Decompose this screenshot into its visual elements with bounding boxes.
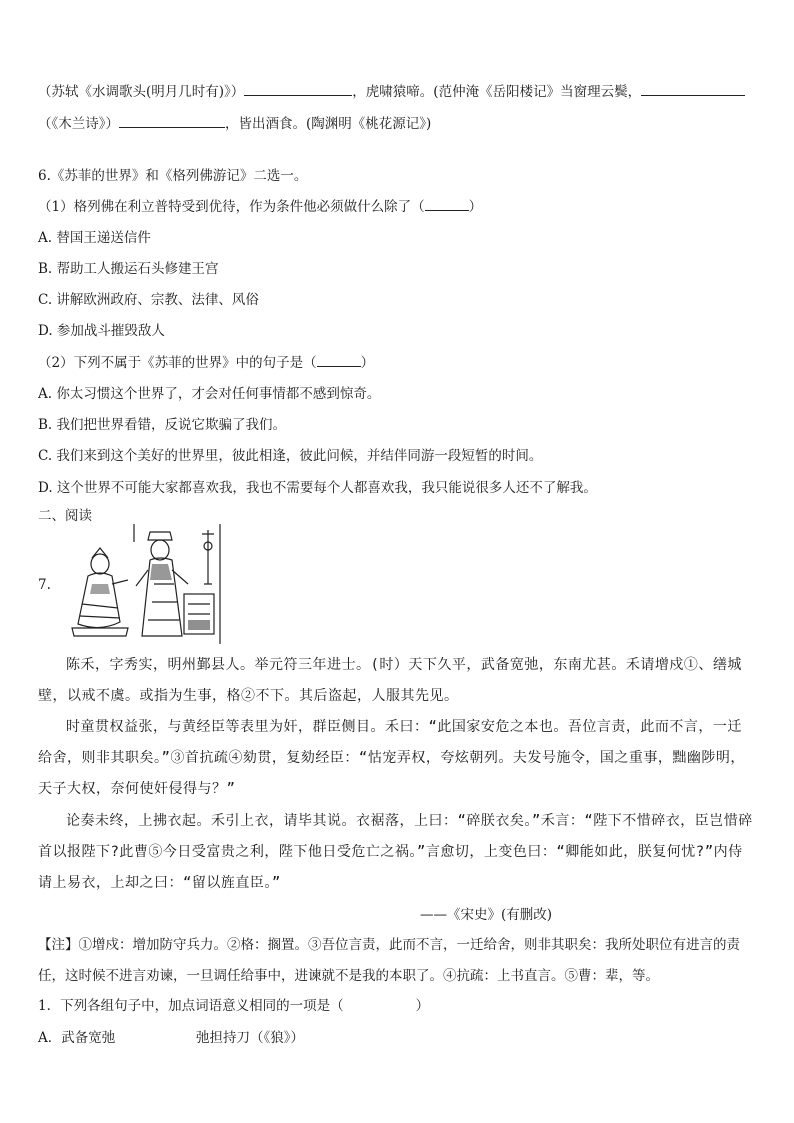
fill-in-source-1: （苏轼《水调歌头(明月几时有)》） [38, 84, 245, 100]
option-a-left: A．武备宽弛 [38, 1030, 116, 1046]
passage-paragraph: 论奏未终，上拂衣起。禾引上衣，请毕其说。衣裾落，上曰：“碎朕衣矣。”禾言：“陛下不惜碎衣，臣岂惜碎首以报陛下?此曹⑤今日受富贵之利，陛下他日受危亡之祸。”言愈切，上变色曰：“卿能如此，朕复何忧?”内侍请上易衣，上却之曰：“留以旌直臣。” [38, 813, 753, 891]
annotation-note: 【注】①增戍：增加防守兵力。②格：搁置。③吾位言责，此而不言，一迁给舍，则非其职矣：我所处职位有进言的责任，这时候不进言劝谏，一旦调任给事中，进谏就不是我的本职了。④抗疏：上书直言。⑤曹：辈，等。 [38, 937, 740, 984]
question-7-number: 7. [38, 577, 51, 593]
option-d: D. 参加战斗摧毁敌人 [38, 323, 165, 339]
question-6-2-stem [38, 352, 756, 373]
fill-in-source-3: （《木兰诗》） [38, 116, 119, 132]
stem-close: ） [468, 199, 483, 215]
question-6-title: 6.《苏菲的世界》和《格列佛游记》二选一。 [38, 168, 308, 184]
passage-paragraph: 陈禾，字秀实，明州鄞县人。举元符三年进士。(时）天下久平，武备宽弛，东南尤甚。禾请增戍①、缮城壁，以戒不虞。或指为生事，格②不下。其后盗起，人服其先见。 [38, 657, 742, 704]
option-c: C. 讲解欧洲政府、宗教、法律、风俗 [38, 292, 259, 308]
stem-close: ） [415, 998, 430, 1014]
option-b: B. 帮助工人搬运石头修建王宫 [38, 261, 219, 277]
option-a-right: 弛担持刀（《狼》） [196, 1030, 304, 1046]
stem-text: （1）格列佛在利立普特受到优待，作为条件他必须做什么除了（ [38, 199, 425, 215]
fill-in-line-1 [38, 80, 756, 102]
answer-blank[interactable] [425, 196, 469, 211]
passage-paragraph: 时童贯权益张，与黄经臣等表里为奸，群臣侧目。禾曰：“此国家安危之本也。吾位言责，此而不言，一迁给舍，则非其职矣。”③首抗疏④劾贯，复劾经臣：“怙宠弄权，夸炫朝列。夫发号施令，国之重事，黜幽陟明，天子大权，奈何使奸侵得与？” [38, 719, 745, 797]
fill-in-line-2 [38, 112, 756, 134]
option-a [38, 1028, 756, 1048]
answer-blank[interactable] [641, 80, 745, 96]
option-d: D. 这个世界不可能大家都喜欢我，我也不需要每个人都喜欢我，我只能说很多人还不了解我。 [38, 480, 597, 496]
stem-text: （2）下列不属于《苏菲的世界》中的句子是（ [38, 355, 317, 371]
option-a: A. 你太习惯这个世界了，才会对任何事情都不感到惊奇。 [38, 386, 381, 402]
question-6-1-stem [38, 196, 756, 217]
answer-blank[interactable] [244, 80, 352, 96]
passage-source: ——《宋史》(有删改) [420, 907, 553, 923]
section-title: 二、阅读 [38, 508, 92, 524]
answer-blank[interactable] [119, 112, 225, 128]
option-c: C. 我们来到这个美好的世界里，彼此相逢，彼此问候，并结伴同游一段短暂的时间。 [38, 448, 543, 464]
fill-in-source-2: ，虎啸猿啼。(范仲淹《岳阳楼记》当窗理云鬓， [352, 84, 642, 100]
stem-text: 1．下列各组句子中，加点词语意义相同的一项是（ [38, 998, 344, 1014]
answer-blank[interactable] [317, 352, 361, 367]
question-7-1-stem [38, 996, 756, 1016]
option-b: B. 我们把世界看错，反说它欺骗了我们。 [38, 417, 287, 433]
fill-in-source-4: ，皆出酒食。(陶渊明《桃花源记》) [225, 116, 432, 132]
illustration-image [62, 524, 222, 644]
option-a: A. 替国王递送信件 [38, 230, 151, 246]
stem-close: ） [360, 355, 375, 371]
